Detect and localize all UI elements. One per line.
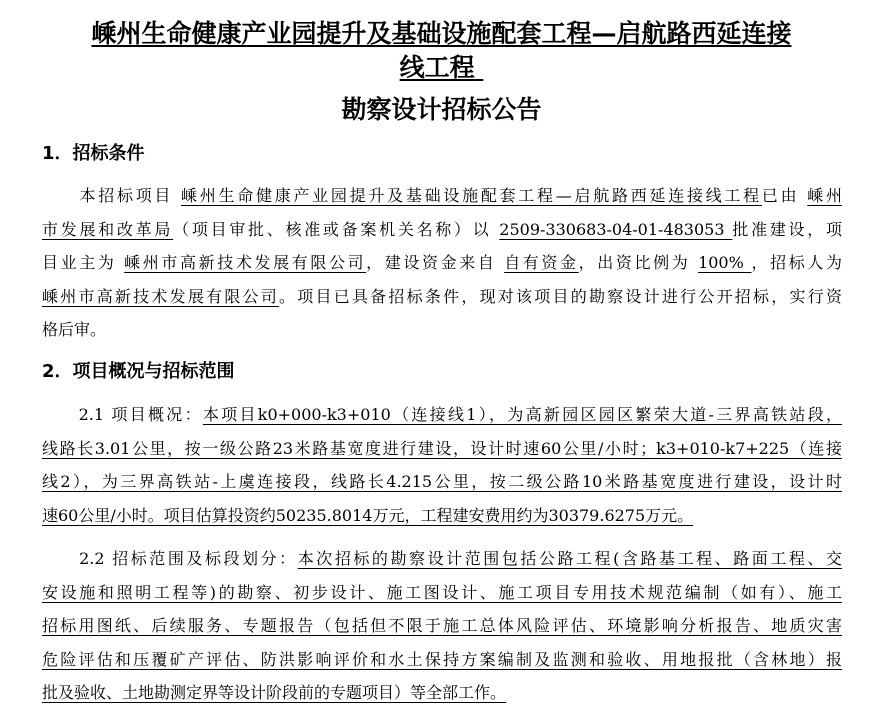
section2-heading: 2．项目概况与招标范围 (42, 361, 235, 382)
s22-line-5: 批及验收、土地勘测定界等设计阶段前的专题项目）等全部工作。 (42, 683, 507, 702)
s22-line-4: 危险评估和压覆矿产评估、防洪影响评价和水土保持方案编制及监测和验收、用地报批（含林地）报 (42, 649, 842, 669)
s1-line-3: 目业主为 嵊州市高新技术发展有限公司，建设资金来自 自有资金，出资比例为 100% ，招标人为 (42, 253, 842, 272)
s21-line-3: 线2），为三界高铁站-上虞连接段，线路长4.215公里，按二级公路10米路基宽度进行建设，设计时 (42, 472, 842, 491)
section1-paragraph (42, 179, 842, 347)
title-text-1: 嵊州生命健康产业园提升及基础设施配套工程—启航路西延连接 (91, 19, 792, 48)
document-title-line2 (40, 50, 843, 86)
subtitle-text: 勘察设计招标公告 (341, 95, 542, 124)
section1-heading: 1．招标条件 (42, 143, 145, 164)
s1-line-1: 本招标项目 嵊州生命健康产业园提升及基础设施配套工程—启航路西延连接线工程已由 嵊州 (42, 186, 842, 205)
section2-2-paragraph (42, 542, 842, 710)
s22-line-3: 招标用图纸、后续服务、专题报告（包括但不限于施工总体风险评估、环境影响分析报告、地质灾害 (42, 616, 842, 635)
document-title-line1 (40, 16, 843, 52)
s1-line-4: 嵊州市高新技术发展有限公司。项目已具备招标条件，现对该项目的勘察设计进行公开招标，实行资 (42, 286, 842, 306)
s22-line-2: 安设施和照明工程等)的勘察、初步设计、施工图设计、施工项目专用技术规范编制（如有）、施工 (42, 582, 842, 602)
s21-line-1: 2.1 项目概况：本项目k0+000-k3+010（连接线1），为高新园区园区繁荣大道-三界高铁站段， (42, 405, 842, 424)
document-subtitle (40, 92, 843, 128)
title-text-2: 线工程 (399, 53, 475, 82)
s21-line-4: 速60公里/小时。项目估算投资约50235.8014万元，工程建安费用约为30379.6275万元。 (42, 505, 694, 525)
s1-line-5: 格后审。 (42, 320, 107, 339)
section2-1-paragraph (42, 398, 842, 532)
s21-line-2: 线路长3.01公里，按一级公路23米路基宽度进行建设，设计时速60公里/小时；k3+010-k7+225（连接 (42, 438, 842, 458)
s1-line-2: 市发展和改革局（项目审批、核准或备案机关名称）以 2509-330683-04-01-483053 批准建设，项 (42, 219, 842, 239)
s22-line-1: 2.2 招标范围及标段划分：本次招标的勘察设计范围包括公路工程(含路基工程、路面工程、交 (42, 549, 842, 568)
